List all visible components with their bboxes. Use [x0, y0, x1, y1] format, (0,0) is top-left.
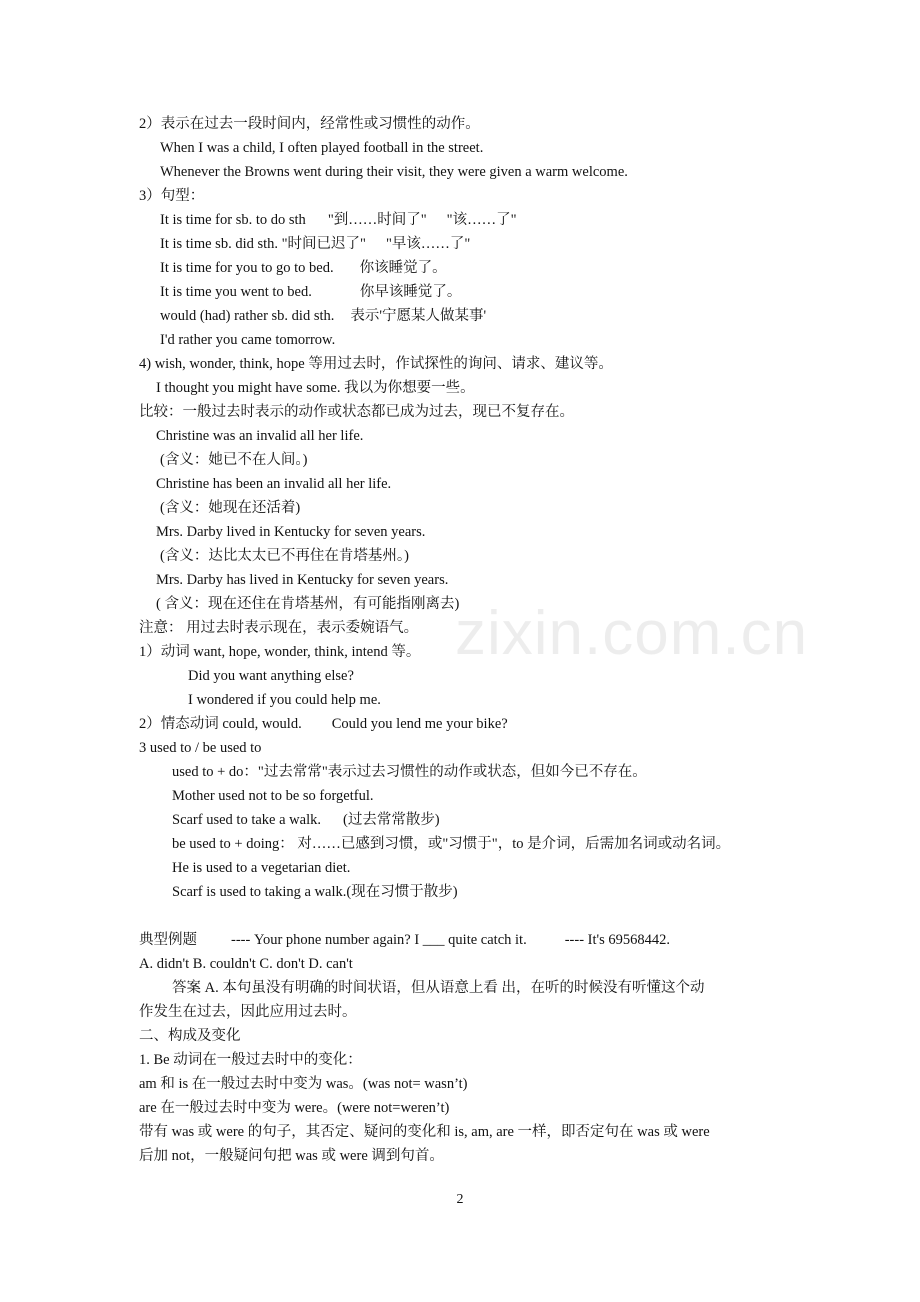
text-segment: It is time you went to bed.	[160, 284, 312, 300]
text-line: are 在一般过去时中变为 were。(were not=weren’t)	[139, 1100, 450, 1116]
text-line: (含义：她现在还活着)	[160, 500, 301, 516]
text-line: used to + do："过去常常"表示过去习惯性的动作或状态，但如今已不存在。	[172, 764, 647, 780]
text-segment: 表示'宁愿某人做某事'	[350, 308, 487, 324]
text-segment: would (had) rather sb. did sth.	[160, 308, 335, 324]
text-line: (含义：达比太太已不再住在肯塔基州。)	[160, 548, 409, 564]
text-line: 4) wish, wonder, think, hope 等用过去时，作试探性的询问、请求、建议等。	[139, 356, 613, 372]
text-line	[160, 234, 470, 254]
text-line	[160, 306, 486, 326]
text-line	[160, 210, 517, 230]
text-line: 注意： 用过去时表示现在，表示委婉语气。	[139, 620, 419, 636]
text-segment: 2）情态动词 could, would.	[139, 716, 302, 732]
text-line: Christine was an invalid all her life.	[156, 428, 364, 444]
text-line: am 和 is 在一般过去时中变为 was。(was not= wasn’t)	[139, 1076, 468, 1092]
text-line: 3）句型：	[139, 188, 205, 204]
text-segment: It is time for you to go to bed.	[160, 260, 334, 276]
text-line	[139, 714, 508, 734]
text-line: Did you want anything else?	[188, 668, 354, 684]
text-line: ( 含义：现在还住在肯塔基州，有可能指刚离去)	[156, 596, 460, 612]
text-line: 2）表示在过去一段时间内，经常性或习惯性的动作。	[139, 116, 480, 132]
text-line: Mrs. Darby has lived in Kentucky for seven years.	[156, 572, 449, 588]
text-segment: 你早该睡觉了。	[359, 284, 462, 300]
text-line: Christine has been an invalid all her life.	[156, 476, 392, 492]
text-line: I wondered if you could help me.	[188, 692, 381, 708]
text-segment: "早该……了"	[385, 236, 471, 252]
text-line: Mrs. Darby lived in Kentucky for seven years.	[156, 524, 426, 540]
text-segment: Could you lend me your bike?	[331, 716, 508, 732]
text-segment: Scarf used to take a walk.	[172, 812, 321, 828]
text-line: 3 used to / be used to	[139, 740, 262, 756]
text-line: Scarf is used to taking a walk.(现在习惯于散步)	[172, 884, 458, 900]
text-line: be used to + doing： 对……已感到习惯，或"习惯于"，to 是介词，后需加名词或动名词。	[172, 836, 731, 852]
text-line: When I was a child, I often played football in the street.	[160, 140, 484, 156]
text-line: Whenever the Browns went during their visit, they were given a warm welcome.	[160, 164, 628, 180]
text-line: I'd rather you came tomorrow.	[160, 332, 336, 348]
text-line: 后加 not，一般疑问句把 was 或 were 调到句首。	[139, 1148, 444, 1164]
text-segment: "到……时间了"	[327, 212, 427, 228]
page-number: 2	[456, 1192, 464, 1207]
text-line: Mother used not to be so forgetful.	[172, 788, 374, 804]
text-segment: It is time sb. did sth. "时间已迟了"	[160, 236, 366, 252]
text-line: 比较：一般过去时表示的动作或状态都已成为过去，现已不复存在。	[139, 404, 574, 420]
text-line	[139, 930, 670, 950]
text-segment: 典型例题	[139, 932, 197, 948]
text-line: 1. Be 动词在一般过去时中的变化：	[139, 1052, 362, 1068]
text-line: 答案 A. 本句虽没有明确的时间状语，但从语意上看 出，在听的时候没有听懂这个动	[172, 980, 705, 996]
text-line	[160, 282, 461, 302]
text-segment: ---- Your phone number again? I ___ quite catch it.	[231, 932, 527, 948]
text-segment: ---- It's 69568442.	[564, 932, 671, 948]
text-segment: 你该睡觉了。	[359, 260, 447, 276]
text-line: (含义：她已不在人间。)	[160, 452, 308, 468]
text-line	[172, 810, 440, 830]
section-heading: 二、构成及变化	[139, 1028, 241, 1044]
text-line: 作发生在过去，因此应用过去时。	[139, 1004, 357, 1020]
text-line	[160, 258, 447, 278]
text-segment: (过去常常散步)	[342, 812, 440, 828]
text-line: 带有 was 或 were 的句子，其否定、疑问的变化和 is, am, are 一样，即否定句在 was 或 were	[139, 1124, 710, 1140]
text-segment: It is time for sb. to do sth	[160, 212, 306, 228]
text-line: 1）动词 want, hope, wonder, think, intend 等。	[139, 644, 421, 660]
text-segment: "该……了"	[446, 212, 517, 228]
text-line: A. didn't B. couldn't C. don't D. can't	[139, 956, 353, 972]
text-line: He is used to a vegetarian diet.	[172, 860, 351, 876]
watermark: zixin.com.cn	[455, 599, 809, 668]
text-line: I thought you might have some. 我以为你想要一些。	[156, 380, 475, 396]
